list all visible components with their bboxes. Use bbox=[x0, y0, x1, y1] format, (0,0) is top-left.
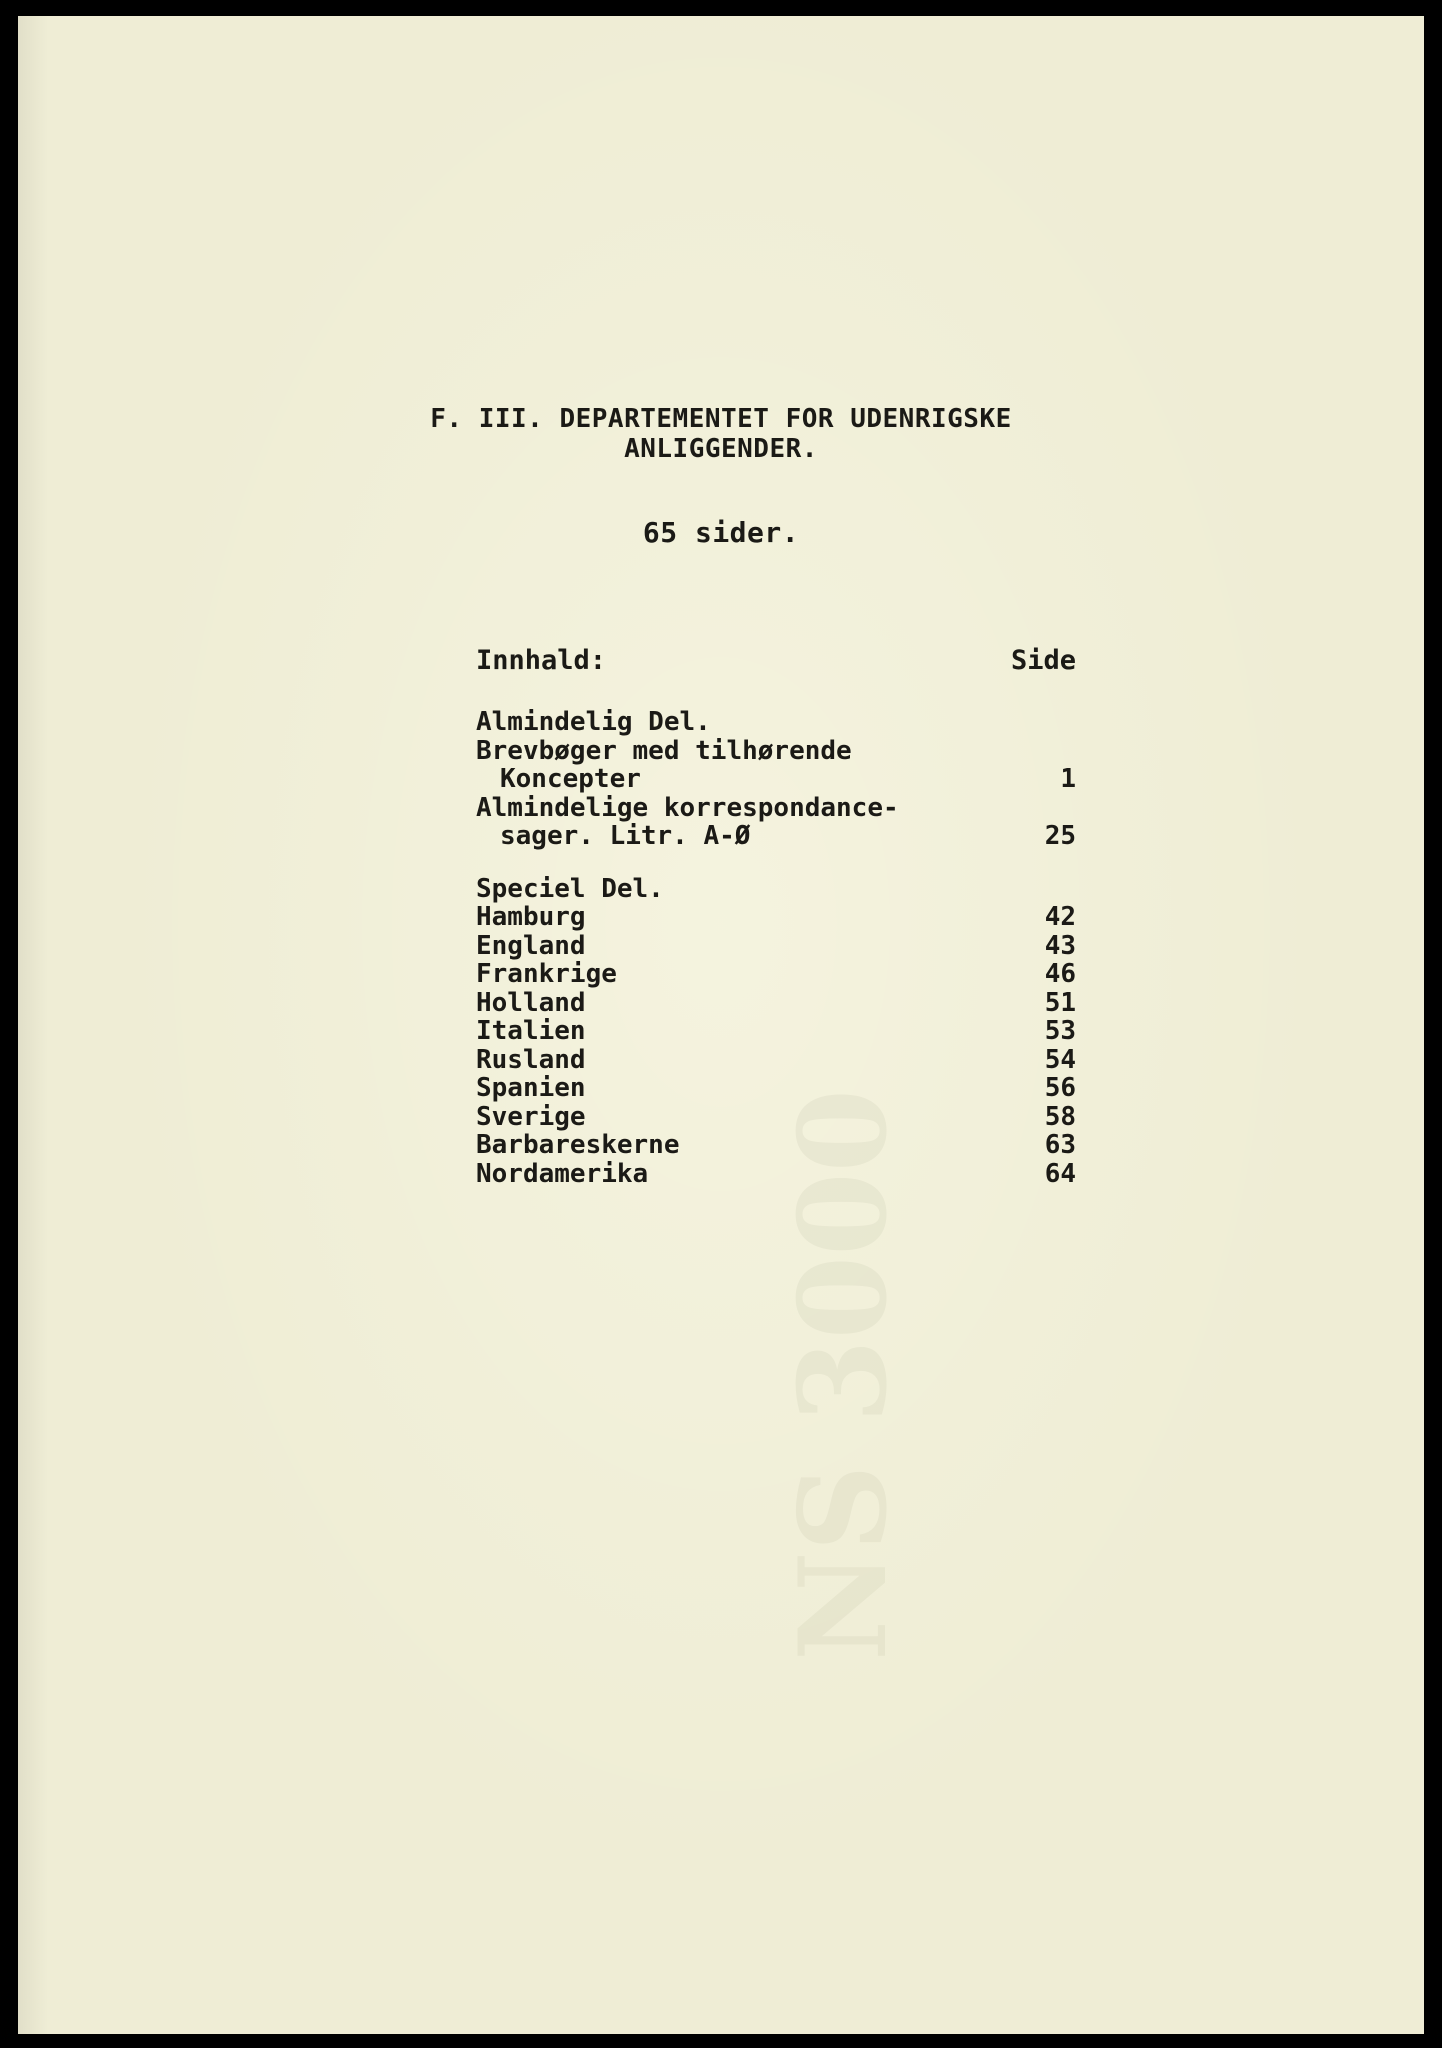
toc-entry bbox=[476, 1017, 1076, 1046]
document-title-line-2: ANLIGGENDER. bbox=[624, 434, 818, 464]
toc-entry bbox=[476, 932, 1076, 961]
toc-entry bbox=[476, 903, 1076, 932]
toc-entry-page: 64 bbox=[1044, 1158, 1076, 1189]
toc-entry-label: Frankrige bbox=[476, 959, 617, 989]
toc-entry-page: 56 bbox=[1044, 1073, 1076, 1103]
toc-entry bbox=[476, 737, 1076, 766]
toc-entry-label: Barbareskerne bbox=[476, 1130, 680, 1160]
toc-entry-label: Spanien bbox=[476, 1073, 586, 1103]
toc-entry-page: 63 bbox=[1044, 1130, 1076, 1160]
toc-entry-label: sager. Litr. A-Ø bbox=[500, 821, 751, 851]
toc-entry-label: England bbox=[476, 930, 586, 961]
toc-entry bbox=[476, 1131, 1076, 1160]
toc-entry-page: 51 bbox=[1044, 987, 1076, 1018]
toc-entry bbox=[476, 989, 1076, 1018]
toc-entry-label: Almindelige korrespondance- bbox=[476, 792, 899, 823]
toc-entry-page: 25 bbox=[1044, 821, 1076, 851]
spacer bbox=[476, 851, 1076, 875]
section-heading-special bbox=[476, 875, 1076, 904]
toc-entry-page: 42 bbox=[1044, 902, 1076, 932]
toc-entry-page: 58 bbox=[1044, 1101, 1076, 1132]
toc-entry bbox=[476, 1074, 1076, 1103]
page-count: 65 sider. bbox=[642, 516, 800, 549]
toc-entry bbox=[476, 1160, 1076, 1189]
toc-entry-continued bbox=[476, 765, 1076, 794]
toc-entry-label: Rusland bbox=[476, 1044, 586, 1075]
table-of-contents bbox=[476, 638, 1076, 1188]
toc-entry-label: Italien bbox=[476, 1016, 586, 1046]
section-heading-label: Speciel Del. bbox=[476, 873, 664, 904]
toc-entry-page: 1 bbox=[1060, 764, 1076, 794]
section-heading-general bbox=[476, 708, 1076, 737]
toc-header-page: Side bbox=[1010, 645, 1076, 676]
document-title-line-1: F. III. DEPARTEMENTET FOR UDENRIGSKE bbox=[430, 404, 1012, 434]
toc-entry-label: Hamburg bbox=[476, 902, 586, 932]
toc-entry-label: Nordamerika bbox=[476, 1158, 649, 1189]
toc-entry bbox=[476, 1103, 1076, 1132]
toc-entry bbox=[476, 794, 1076, 823]
toc-entry-label: Koncepter bbox=[500, 764, 641, 794]
toc-entry-label: Brevbøger med tilhørende bbox=[476, 735, 852, 766]
document-page bbox=[18, 16, 1424, 2034]
toc-entry-label: Sverige bbox=[476, 1101, 586, 1132]
toc-entry-page: 54 bbox=[1044, 1044, 1076, 1075]
toc-header bbox=[476, 638, 1076, 684]
toc-header-label: Innhald: bbox=[476, 645, 607, 676]
section-heading-label: Almindelig Del. bbox=[476, 707, 711, 737]
toc-entry-page: 53 bbox=[1044, 1016, 1076, 1046]
toc-entry-page: 43 bbox=[1044, 930, 1076, 961]
toc-entry bbox=[476, 960, 1076, 989]
spacer bbox=[476, 684, 1076, 708]
faint-watermark-stamp: NS 3000 bbox=[773, 1088, 914, 1661]
toc-entry bbox=[476, 1046, 1076, 1075]
toc-entry-page: 46 bbox=[1044, 959, 1076, 989]
toc-entry-label: Holland bbox=[476, 987, 586, 1018]
toc-entry-continued bbox=[476, 822, 1076, 851]
